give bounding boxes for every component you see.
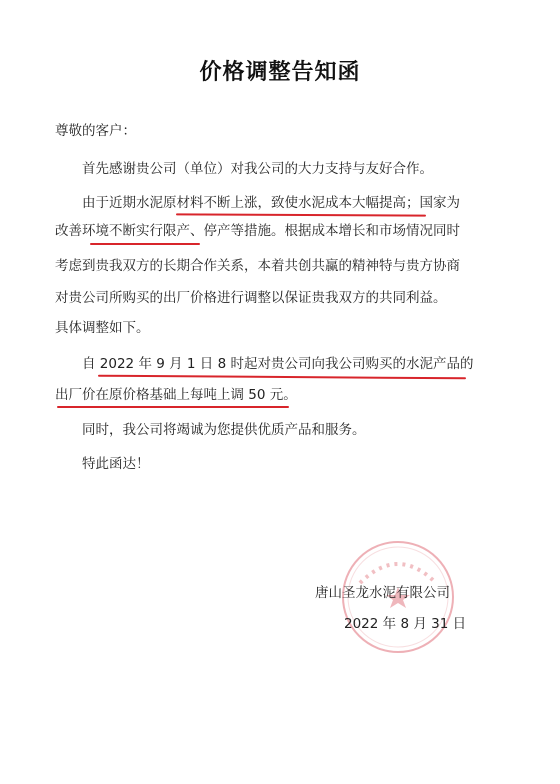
underline-mark [90, 243, 200, 245]
paragraph-thanks: 首先感谢贵公司（单位）对我公司的大力支持与友好合作。 [82, 161, 433, 177]
greeting: 尊敬的客户： [55, 123, 136, 139]
paragraph-adjust-line-2: 出厂价在原价格基础上每吨上调 50 元。 [55, 387, 297, 403]
closing-remark: 特此函达！ [82, 456, 150, 472]
paragraph-reason-line-4: 对贵公司所购买的出厂价格进行调整以保证贵我双方的共同利益。 [55, 290, 447, 306]
paragraph-reason-line-5: 具体调整如下。 [55, 320, 150, 336]
underline-mark [176, 213, 426, 216]
underline-mark [57, 406, 289, 408]
paragraph-reason-line-1: 由于近期水泥原材料不断上涨，致使水泥成本大幅提高；国家为 [82, 195, 460, 211]
signature-company: 唐山圣龙水泥有限公司 [315, 585, 450, 601]
letter-title: 价格调整告知函 [199, 60, 361, 85]
underline-mark [98, 375, 466, 380]
paragraph-service: 同时，我公司将竭诚为您提供优质产品和服务。 [82, 422, 366, 438]
paragraph-adjust-line-1: 自 2022 年 9 月 1 日 8 时起对贵公司向我公司购买的水泥产品的 [82, 356, 474, 372]
paragraph-reason-line-2: 改善环境不断实行限产、停产等措施。根据成本增长和市场情况同时 [55, 223, 460, 239]
paragraph-reason-line-3: 考虑到贵我双方的长期合作关系，本着共创共赢的精神特与贵方协商 [55, 258, 460, 274]
signature-date: 2022 年 8 月 31 日 [344, 616, 467, 632]
